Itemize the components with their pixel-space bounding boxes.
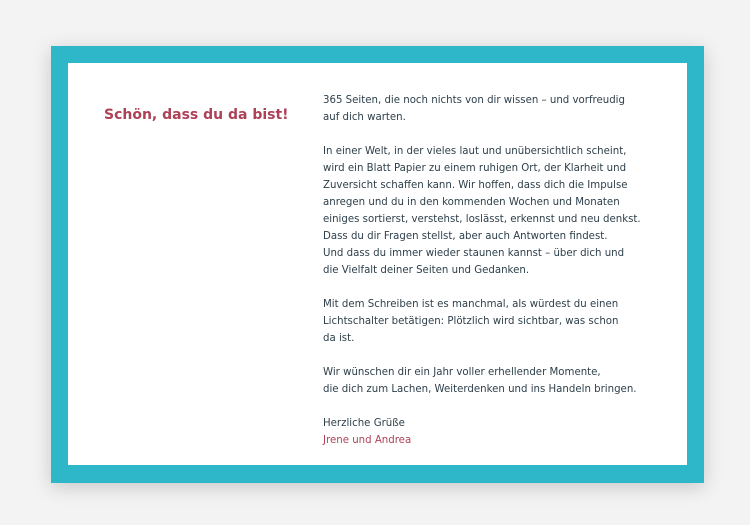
card <box>68 63 687 465</box>
signature-names: Jrene und Andrea <box>323 435 412 446</box>
text-line: Dass du dir Fragen stellst, aber auch Antworten findest. <box>323 231 608 242</box>
text-line: anregen und du in den kommenden Wochen und Monaten <box>323 197 620 208</box>
text-line: die dich zum Lachen, Weiterdenken und ins Handeln bringen. <box>323 384 637 395</box>
paragraph-intro <box>323 92 673 126</box>
text-line: 365 Seiten, die noch nichts von dir wissen – und vorfreudig <box>323 95 625 106</box>
card-heading: Schön, dass du da bist! <box>104 107 289 123</box>
text-line: die Vielfalt deiner Seiten und Gedanken. <box>323 265 530 276</box>
closing-text: Herzliche Grüße <box>323 418 405 429</box>
paragraph-wishes <box>323 364 673 398</box>
card-frame <box>51 46 704 483</box>
text-line: auf dich warten. <box>323 112 406 123</box>
text-line: da ist. <box>323 333 355 344</box>
text-line: Mit dem Schreiben ist es manchmal, als würdest du einen <box>323 299 619 310</box>
signature-block <box>323 415 673 449</box>
text-line: In einer Welt, in der vieles laut und unübersichtlich scheint, <box>323 146 627 157</box>
paragraph-world <box>323 143 673 279</box>
text-line: Und dass du immer wieder staunen kannst – über dich und <box>323 248 625 259</box>
text-line: Wir wünschen dir ein Jahr voller erhellender Momente, <box>323 367 601 378</box>
card-content <box>323 92 673 449</box>
text-line: wird ein Blatt Papier zu einem ruhigen Ort, der Klarheit und <box>323 163 627 174</box>
text-line: Lichtschalter betätigen: Plötzlich wird sichtbar, was schon <box>323 316 619 327</box>
paragraph-writing <box>323 296 673 347</box>
text-line: einiges sortierst, verstehst, loslässt, erkennst und neu denkst. <box>323 214 641 225</box>
text-line: Zuversicht schaffen kann. Wir hoffen, dass dich die Impulse <box>323 180 628 191</box>
